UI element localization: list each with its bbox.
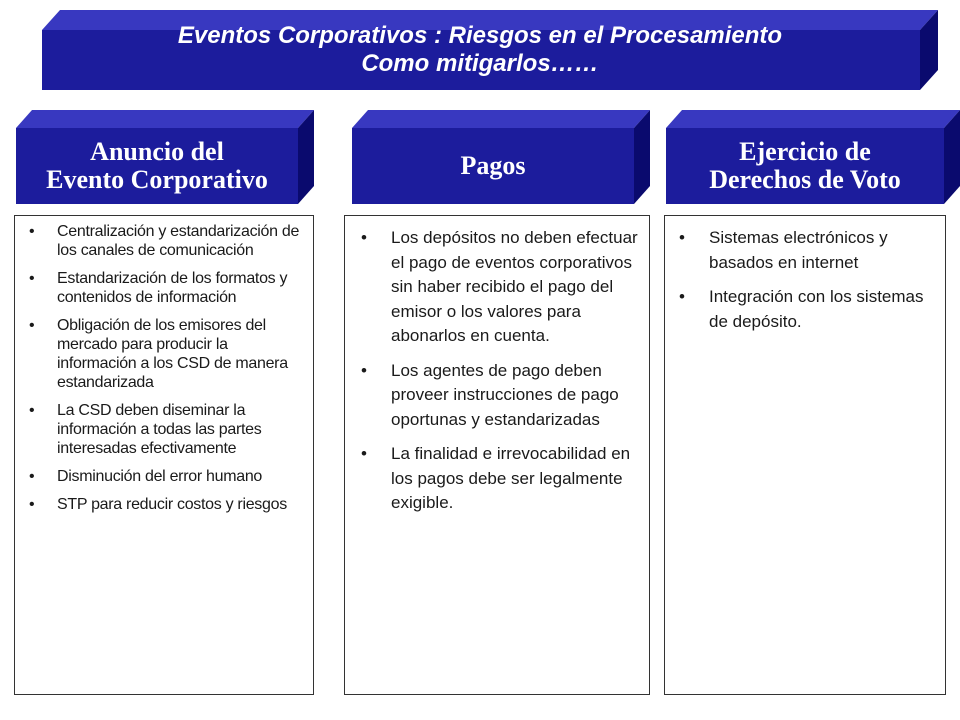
column-body-voto bbox=[664, 215, 946, 695]
list-item: • Obligación de los emisores del mercado para producir la información a los CSD de manera estandarizada bbox=[57, 316, 307, 392]
bullet-list bbox=[345, 216, 649, 516]
header-line: Derechos de Voto bbox=[709, 165, 901, 194]
title-line-1: Eventos Corporativos : Riesgos en el Procesamiento bbox=[177, 22, 783, 49]
list-item: • Estandarización de los formatos y contenidos de información bbox=[57, 269, 307, 307]
list-item: • Sistemas electrónicos y basados en internet bbox=[709, 226, 939, 275]
list-item: • Los depósitos no deben efectuar el pago de eventos corporativos sin haber recibido el pago del emisor o los valores para abonarlos en cuenta. bbox=[391, 226, 643, 349]
header-line: Ejercicio de bbox=[739, 137, 871, 166]
page-title bbox=[40, 22, 920, 78]
list-item: • Integración con los sistemas de depósito. bbox=[709, 285, 939, 334]
bullet-list bbox=[665, 216, 945, 334]
list-item: • La finalidad e irrevocabilidad en los pagos debe ser legalmente exigible. bbox=[391, 442, 643, 516]
bullet-list bbox=[15, 216, 313, 514]
list-item: • La CSD deben diseminar la información a todas las partes interesadas efectivamente bbox=[57, 401, 307, 458]
header-line: Evento Corporativo bbox=[46, 165, 268, 194]
column-body-pagos bbox=[344, 215, 650, 695]
title-line-2: Como mitigarlos…… bbox=[361, 50, 599, 77]
list-item: • STP para reducir costos y riesgos bbox=[57, 495, 307, 514]
column-header-pagos bbox=[350, 110, 650, 204]
header-line: Pagos bbox=[460, 151, 526, 180]
list-item: • Disminución del error humano bbox=[57, 467, 307, 486]
column-header-text bbox=[664, 128, 946, 204]
list-item: • Centralización y estandarización de los canales de comunicación bbox=[57, 222, 307, 260]
title-banner bbox=[0, 0, 960, 100]
column-header-voto bbox=[664, 110, 960, 204]
column-header-text bbox=[14, 128, 300, 204]
column-header-text bbox=[350, 128, 636, 204]
column-body-anuncio bbox=[14, 215, 314, 695]
list-item: • Los agentes de pago deben proveer instrucciones de pago oportunas y estandarizadas bbox=[391, 359, 643, 433]
header-line: Anuncio del bbox=[90, 137, 224, 166]
column-header-anuncio bbox=[14, 110, 314, 204]
